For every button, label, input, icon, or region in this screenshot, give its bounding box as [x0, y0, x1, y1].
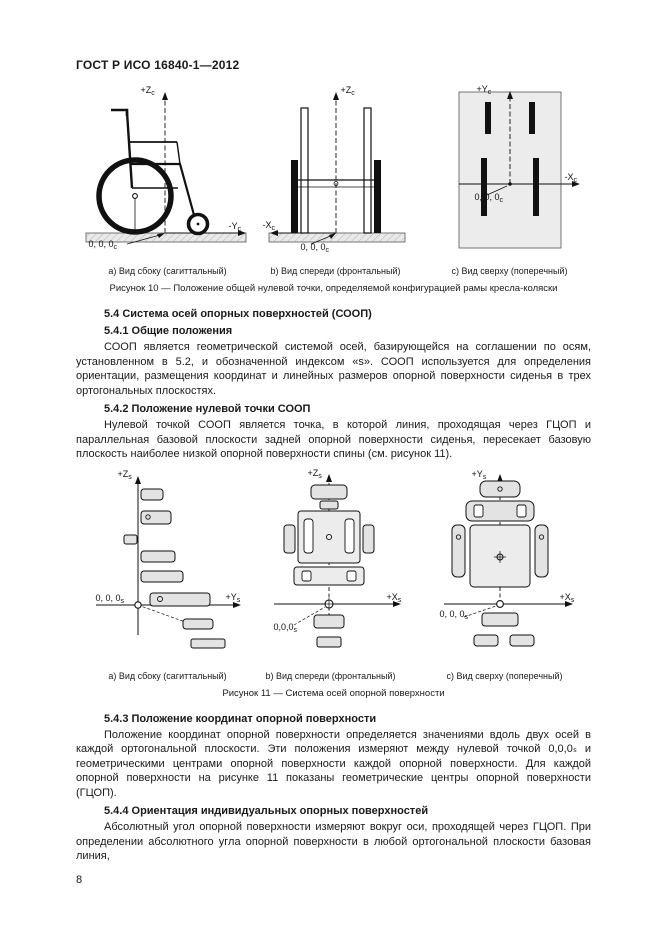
axis-subscript: s	[236, 596, 241, 604]
figure10-col-c	[435, 84, 585, 276]
z-axis-label	[308, 468, 322, 482]
x-axis-label	[387, 592, 402, 606]
figure11-col-c	[430, 467, 580, 681]
figure11-front-view	[256, 467, 406, 667]
origin-subscript: s	[464, 613, 469, 621]
figure11-caption-b: b) Вид спереди (фронтальный)	[265, 670, 396, 681]
y-axis-label	[226, 592, 241, 606]
axis-text: +Z	[340, 85, 352, 95]
axis-text: +Z	[117, 468, 129, 479]
axis-subscript: s	[397, 596, 402, 604]
figure-11-row	[76, 467, 591, 681]
axis-subscript: s	[318, 472, 322, 480]
page-number: 8	[76, 874, 83, 886]
axis-text: -X	[262, 220, 272, 230]
x-axis-label	[565, 172, 578, 186]
seat-front-drawing	[256, 467, 406, 667]
heading-5-4-4: 5.4.4 Ориентация индивидуальных опорных поверхностей	[104, 805, 429, 817]
y-axis-label	[477, 84, 492, 98]
axis-text: -Y	[228, 221, 238, 231]
wheelchair-side-drawing	[83, 84, 253, 262]
figure10-caption-c: c) Вид сверху (поперечный)	[451, 266, 568, 276]
origin-text: 0,0,0	[273, 621, 294, 632]
figure10-top-view	[435, 84, 585, 262]
axis-subscript: s	[570, 596, 575, 604]
wheelchair-front-drawing	[261, 84, 411, 262]
heading-5-4-3: 5.4.3 Положение координат опорной поверхности	[104, 712, 377, 725]
axis-text: +Y	[471, 468, 483, 479]
figure11-side-view	[88, 467, 248, 667]
axis-subscript: c	[573, 177, 577, 184]
figure10-col-a	[83, 84, 253, 276]
x-axis-label	[263, 220, 276, 234]
x-axis-label	[560, 592, 575, 606]
y-axis-label	[472, 469, 487, 483]
figure11-caption-c: c) Вид сверху (поперечный)	[446, 670, 563, 681]
origin-text: 0, 0, 0	[474, 192, 500, 202]
z-axis-label	[141, 85, 155, 99]
axis-text: +X	[386, 591, 398, 602]
axis-subscript: c	[237, 226, 241, 233]
origin-label	[96, 593, 125, 607]
seat-side-drawing	[88, 467, 248, 667]
origin-subscript: s	[120, 597, 125, 605]
origin-label	[475, 192, 504, 206]
axis-text: +Y	[476, 84, 488, 94]
axis-subscript: s	[128, 473, 132, 481]
origin-text: 0, 0, 0	[300, 242, 326, 252]
heading-5-4: 5.4 Система осей опорных поверхностей (СООП)	[104, 308, 372, 320]
figure10-main-caption: Рисунок 10 — Положение общей нулевой точки, определяемой конфигурацией рамы кресла-коляски	[109, 283, 558, 294]
y-axis-label	[229, 221, 242, 235]
axis-subscript: s	[482, 473, 487, 481]
origin-text: 0, 0, 0	[439, 608, 465, 619]
figure11-col-b	[256, 467, 406, 681]
origin-text: 0, 0, 0	[88, 239, 114, 249]
figure11-main-caption: Рисунок 11 — Система осей опорной поверхности	[222, 687, 445, 699]
origin-label	[274, 622, 298, 636]
axis-subscript: c	[351, 90, 355, 97]
origin-subscript: c	[325, 247, 330, 254]
axis-subscript: c	[151, 90, 155, 97]
origin-label	[440, 609, 469, 623]
origin-label	[89, 239, 118, 253]
figure-11	[76, 467, 591, 699]
wheelchair-top-drawing	[435, 84, 585, 262]
figure11-col-a	[88, 467, 248, 681]
origin-subscript: c	[113, 244, 118, 251]
figure10-col-b	[261, 84, 411, 276]
origin-text: 0, 0, 0	[95, 592, 121, 603]
axis-text: +Z	[140, 85, 152, 95]
origin-label	[301, 242, 330, 256]
axis-text: +Y	[225, 591, 237, 602]
paragraph-5-4-2: Нулевой точкой СООП является точка, в которой линия, проходящая через ГЦОП и параллельная базовой плоскости задней опорной поверхности сиденья, пересекает базовую плоскость наиболее низкой опорной поверхности спины (см. рисунок 11).	[76, 419, 591, 460]
paragraph-5-4-3: Положение координат опорной поверхности определяется значениями вдоль двух осей в каждой ортогональной плоскости. Эти положения измеряют между нулевой точкой 0,0,0ₛ и геометрическими центрами опорной поверхности каждой опорной поверхности. Для каждой опорной поверхности на рисунке 11 показаны геометрические центры опорной поверхности (ГЦОП).	[76, 728, 591, 799]
figure11-caption-a: а) Вид сбоку (сагиттальный)	[108, 670, 227, 681]
heading-5-4-1: 5.4.1 Общие положения	[104, 325, 233, 337]
figure11-top-view	[430, 467, 580, 667]
heading-5-4-2: 5.4.2 Положение нулевой точки СООП	[104, 403, 311, 415]
figure-10-row	[76, 84, 591, 276]
axis-subscript: c	[487, 89, 492, 96]
figure10-caption-b: b) Вид спереди (фронтальный)	[270, 266, 401, 276]
seat-top-drawing	[430, 467, 580, 667]
figure10-caption-a: а) Вид сбоку (сагиттальный)	[108, 266, 227, 276]
document-header: ГОСТ Р ИСО 16840-1—2012	[76, 58, 240, 72]
paragraph-5-4-4: Абсолютный угол опорной поверхности измеряют вокруг оси, проходящей через ГЦОП. При определении абсолютного угла опорной поверхности в любой ортогональной плоскости базовая линия,	[76, 821, 591, 862]
figure10-front-view	[261, 84, 411, 262]
z-axis-label	[341, 85, 355, 99]
z-axis-label	[118, 469, 132, 483]
figure-10	[76, 84, 591, 294]
paragraph-5-4-1: СООП является геометрической системой осей, базирующейся на соглашении по осям, установленном в 5.2, и обозначенной индексом «s». СООП используется для определения ориентации, размещения координат и линейных размеров опорной поверхности сиденья в трех ортогональных плоскостях.	[76, 341, 591, 397]
axis-text: +Z	[307, 467, 319, 478]
axis-text: +X	[559, 591, 571, 602]
origin-subscript: c	[499, 197, 504, 204]
axis-subscript: c	[271, 225, 275, 232]
axis-text: -X	[564, 172, 574, 182]
origin-subscript: s	[293, 626, 298, 634]
figure10-side-view	[83, 84, 253, 262]
